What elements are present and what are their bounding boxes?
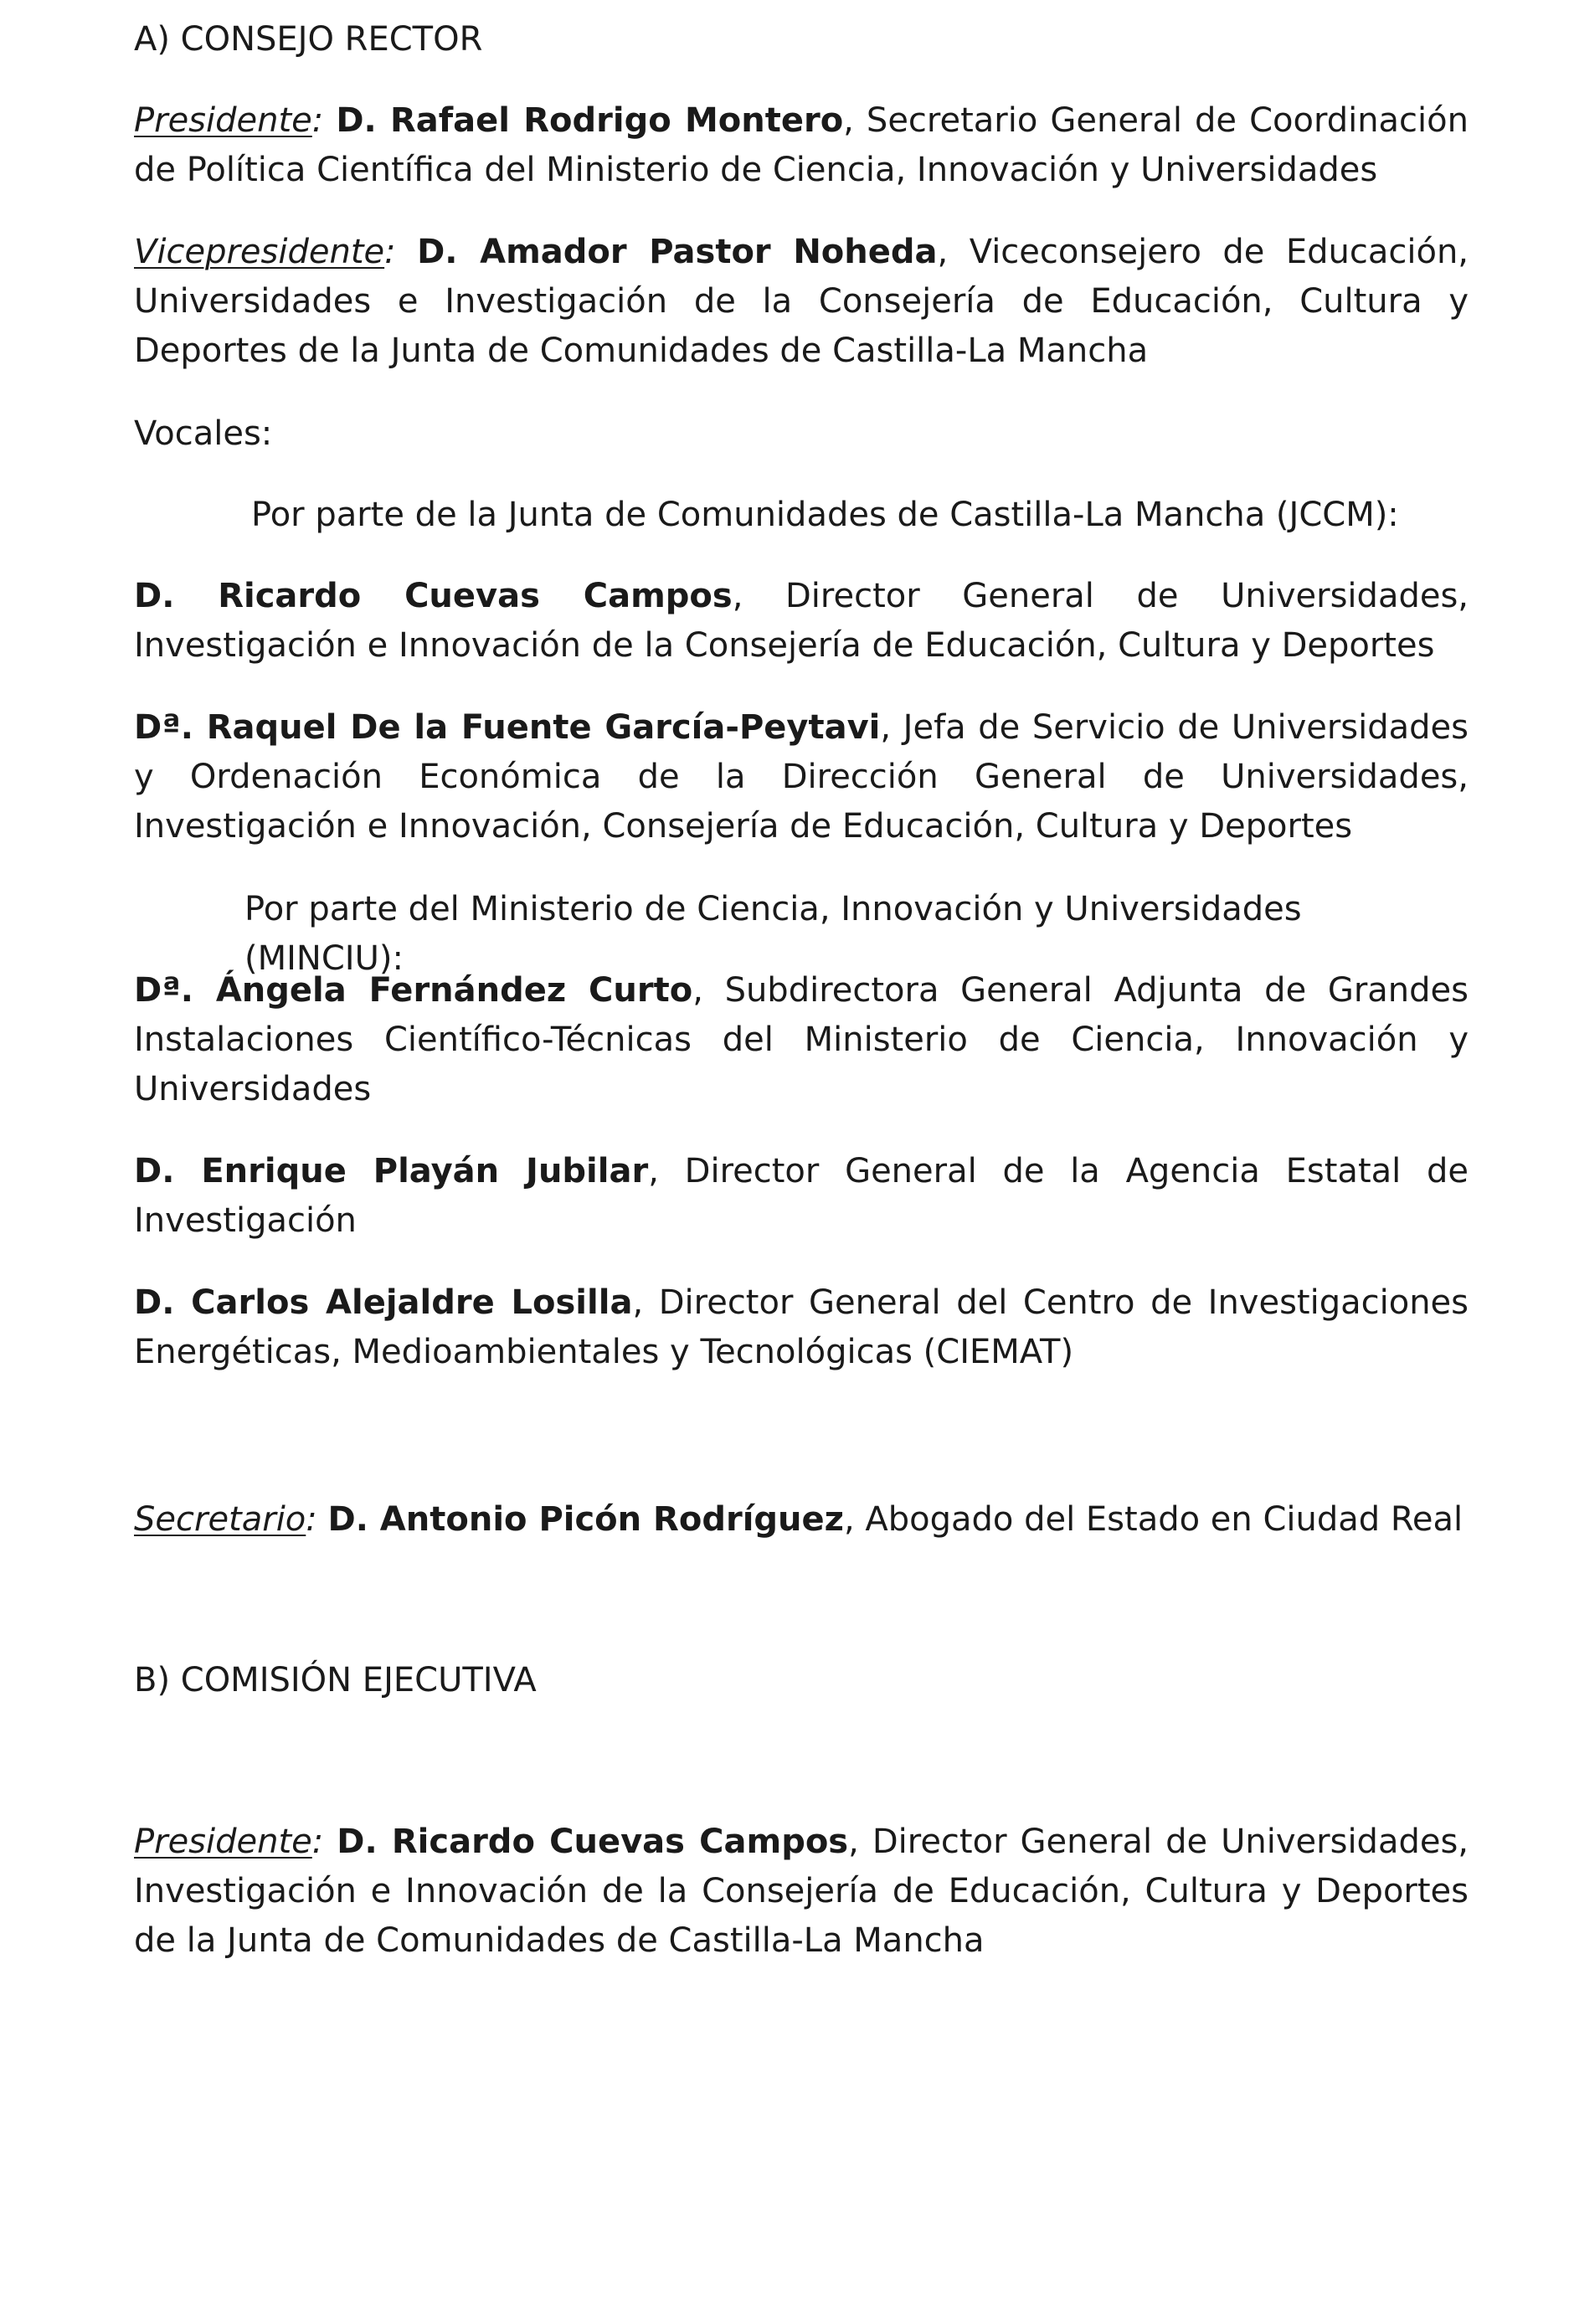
vocales-label	[134, 409, 1469, 459]
member-name: D. Rafael Rodrigo Montero	[336, 101, 844, 140]
role-label: Presidente	[134, 1823, 312, 1861]
member-description: , Director General de la Agencia Estatal de Investigación	[134, 1152, 1469, 1240]
member-name: D. Antonio Picón Rodríguez	[327, 1500, 844, 1539]
member-description: , Secretario General de Coordinación de Política Científica del Ministerio de Ciencia, Innovación y Universidades	[134, 101, 1469, 189]
minciu-member-1	[134, 966, 1469, 1114]
minciu-member-3	[134, 1278, 1469, 1377]
minciu-subheading-text: Por parte del Ministerio de Ciencia, Innovación y Universidades (MINCIU):	[244, 890, 1302, 978]
role-separator: :	[311, 1823, 324, 1861]
role-separator: :	[306, 1500, 317, 1539]
section-b-heading-text: B) COMISIÓN EJECUTIVA	[134, 1661, 537, 1699]
member-name: Dª. Ángela Fernández Curto	[134, 971, 693, 1010]
role-separator: :	[384, 233, 396, 271]
consejo-vicepresidente-paragraph	[134, 228, 1469, 376]
consejo-presidente-paragraph	[134, 96, 1469, 195]
member-name: D. Carlos Alejaldre Losilla	[134, 1283, 633, 1322]
member-name: D. Ricardo Cuevas Campos	[134, 577, 733, 615]
role-label: Secretario	[134, 1500, 306, 1539]
member-name: D. Enrique Playán Jubilar	[134, 1152, 649, 1190]
consejo-secretario-paragraph	[134, 1495, 1469, 1545]
member-description: , Abogado del Estado en Ciudad Real	[843, 1500, 1464, 1539]
jccm-subheading	[251, 491, 1474, 540]
member-description: , Director General de Universidades, Investigación e Innovación de la Consejería de Educación, Cultura y Deportes	[134, 577, 1469, 665]
jccm-member-2	[134, 703, 1469, 851]
section-a-heading	[134, 15, 1469, 64]
jccm-member-1	[134, 572, 1469, 671]
section-a-heading-text: A) CONSEJO RECTOR	[134, 20, 483, 59]
role-separator: :	[311, 101, 324, 140]
member-description: , Director General del Centro de Investigaciones Energéticas, Medioambientales y Tecnológicas (CIEMAT)	[134, 1283, 1469, 1371]
role-label: Presidente	[134, 101, 312, 140]
role-label: Vicepresidente	[134, 233, 385, 271]
section-b-heading	[134, 1656, 1469, 1705]
comision-presidente-paragraph	[134, 1818, 1469, 1966]
member-name: D. Amador Pastor Noheda	[417, 233, 938, 271]
member-name: Dª. Raquel De la Fuente García-Peytavi	[134, 708, 881, 747]
vocales-label-text: Vocales:	[134, 414, 273, 453]
member-name: D. Ricardo Cuevas Campos	[337, 1823, 849, 1861]
member-description: , Subdirectora General Adjunta de Grandes Instalaciones Científico-Técnicas del Ministerio de Ciencia, Innovación y Universidades	[134, 971, 1469, 1108]
jccm-subheading-text: Por parte de la Junta de Comunidades de Castilla-La Mancha (JCCM):	[251, 496, 1399, 534]
member-description: , Jefa de Servicio de Universidades y Ordenación Económica de la Dirección General de Universidades, Investigación e Innovación, Consejería de Educación, Cultura y Deportes	[134, 708, 1469, 846]
member-description: , Director General de Universidades, Investigación e Innovación de la Consejería de Educación, Cultura y Deportes de la Junta de Comunidades de Castilla-La Mancha	[134, 1823, 1469, 1960]
member-description: , Viceconsejero de Educación, Universidades e Investigación de la Consejería de Educación, Cultura y Deportes de la Junta de Comunidades de Castilla-La Mancha	[134, 233, 1469, 370]
minciu-member-2	[134, 1147, 1469, 1246]
